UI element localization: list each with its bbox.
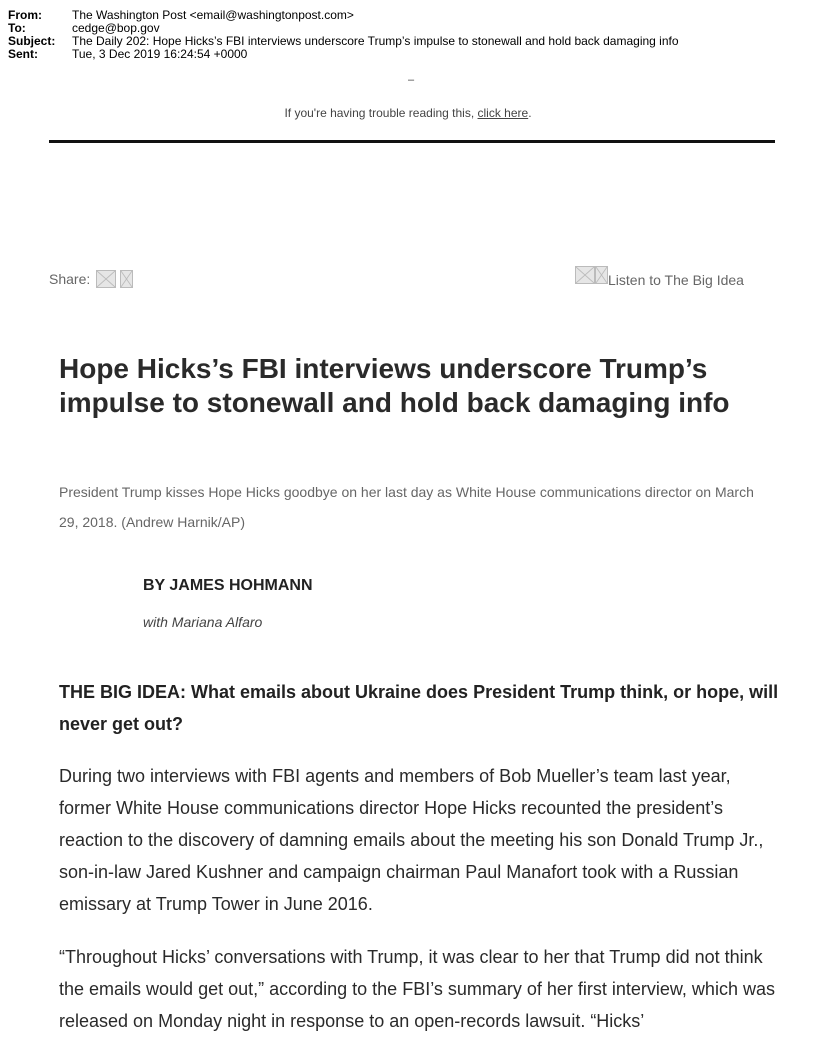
sent-label: Sent:: [8, 47, 38, 61]
trouble-text: If you're having trouble reading this,: [284, 106, 478, 120]
contributor-line: with Mariana Alfaro: [143, 614, 263, 630]
article-paragraph: During two interviews with FBI agents and members of Bob Mueller’s team last year, former White House communications director Hope Hicks recounted the president’s reaction to the discovery of damning emails about the meeting his son Donald Trump Jr., son-in-law Jared Kushner and campaign chairman Paul Manafort took with a Russian emissary at Trump Tower in June 2016.: [59, 766, 764, 914]
article-paragraph: “Throughout Hicks’ conversations with Trump, it was clear to her that Trump did not think the emails would get out,” according to the FBI’s summary of her first interview, which was released on Monday night in response to an open-records lawsuit. “Hicks’: [59, 947, 775, 1031]
sent-value: Tue, 3 Dec 2019 16:24:54 +0000: [72, 47, 248, 61]
big-idea-heading: THE BIG IDEA: What emails about Ukraine does President Trump think, or hope, will never get out?: [59, 682, 779, 734]
separator-mark: –: [408, 74, 415, 86]
click-here-link[interactable]: click here: [477, 106, 529, 120]
trouble-reading-notice: [0, 106, 816, 120]
photo-caption: President Trump kisses Hope Hicks goodbye on her last day as White House communications director on March 29, 2018. (Andrew Harnik/AP): [59, 484, 754, 530]
share-facebook-icon[interactable]: [96, 270, 116, 288]
sent-row: [8, 48, 679, 61]
to-value: cedge@bop.gov: [72, 21, 160, 35]
share-bar: [49, 270, 137, 288]
play-icon: [595, 266, 608, 284]
email-header: [8, 9, 679, 61]
subject-label: Subject:: [8, 34, 56, 48]
share-twitter-icon[interactable]: [120, 270, 133, 288]
subject-value: The Daily 202: Hope Hicks’s FBI interviews underscore Trump’s impulse to stonewall and hold back damaging info: [72, 34, 679, 48]
share-label: Share:: [49, 271, 91, 287]
listen-label[interactable]: Listen to The Big Idea: [608, 272, 744, 288]
audio-icon: [575, 266, 595, 284]
trouble-end: .: [528, 106, 532, 120]
listen-link[interactable]: [575, 266, 744, 288]
article-headline: Hope Hicks’s FBI interviews underscore Trump’s impulse to stonewall and hold back damaging info: [59, 353, 730, 418]
to-label: To:: [8, 21, 26, 35]
from-value: The Washington Post <email@washingtonpost.com>: [72, 8, 354, 22]
from-label: From:: [8, 8, 42, 22]
byline: BY JAMES HOHMANN: [143, 577, 313, 594]
masthead-divider: [49, 140, 775, 143]
